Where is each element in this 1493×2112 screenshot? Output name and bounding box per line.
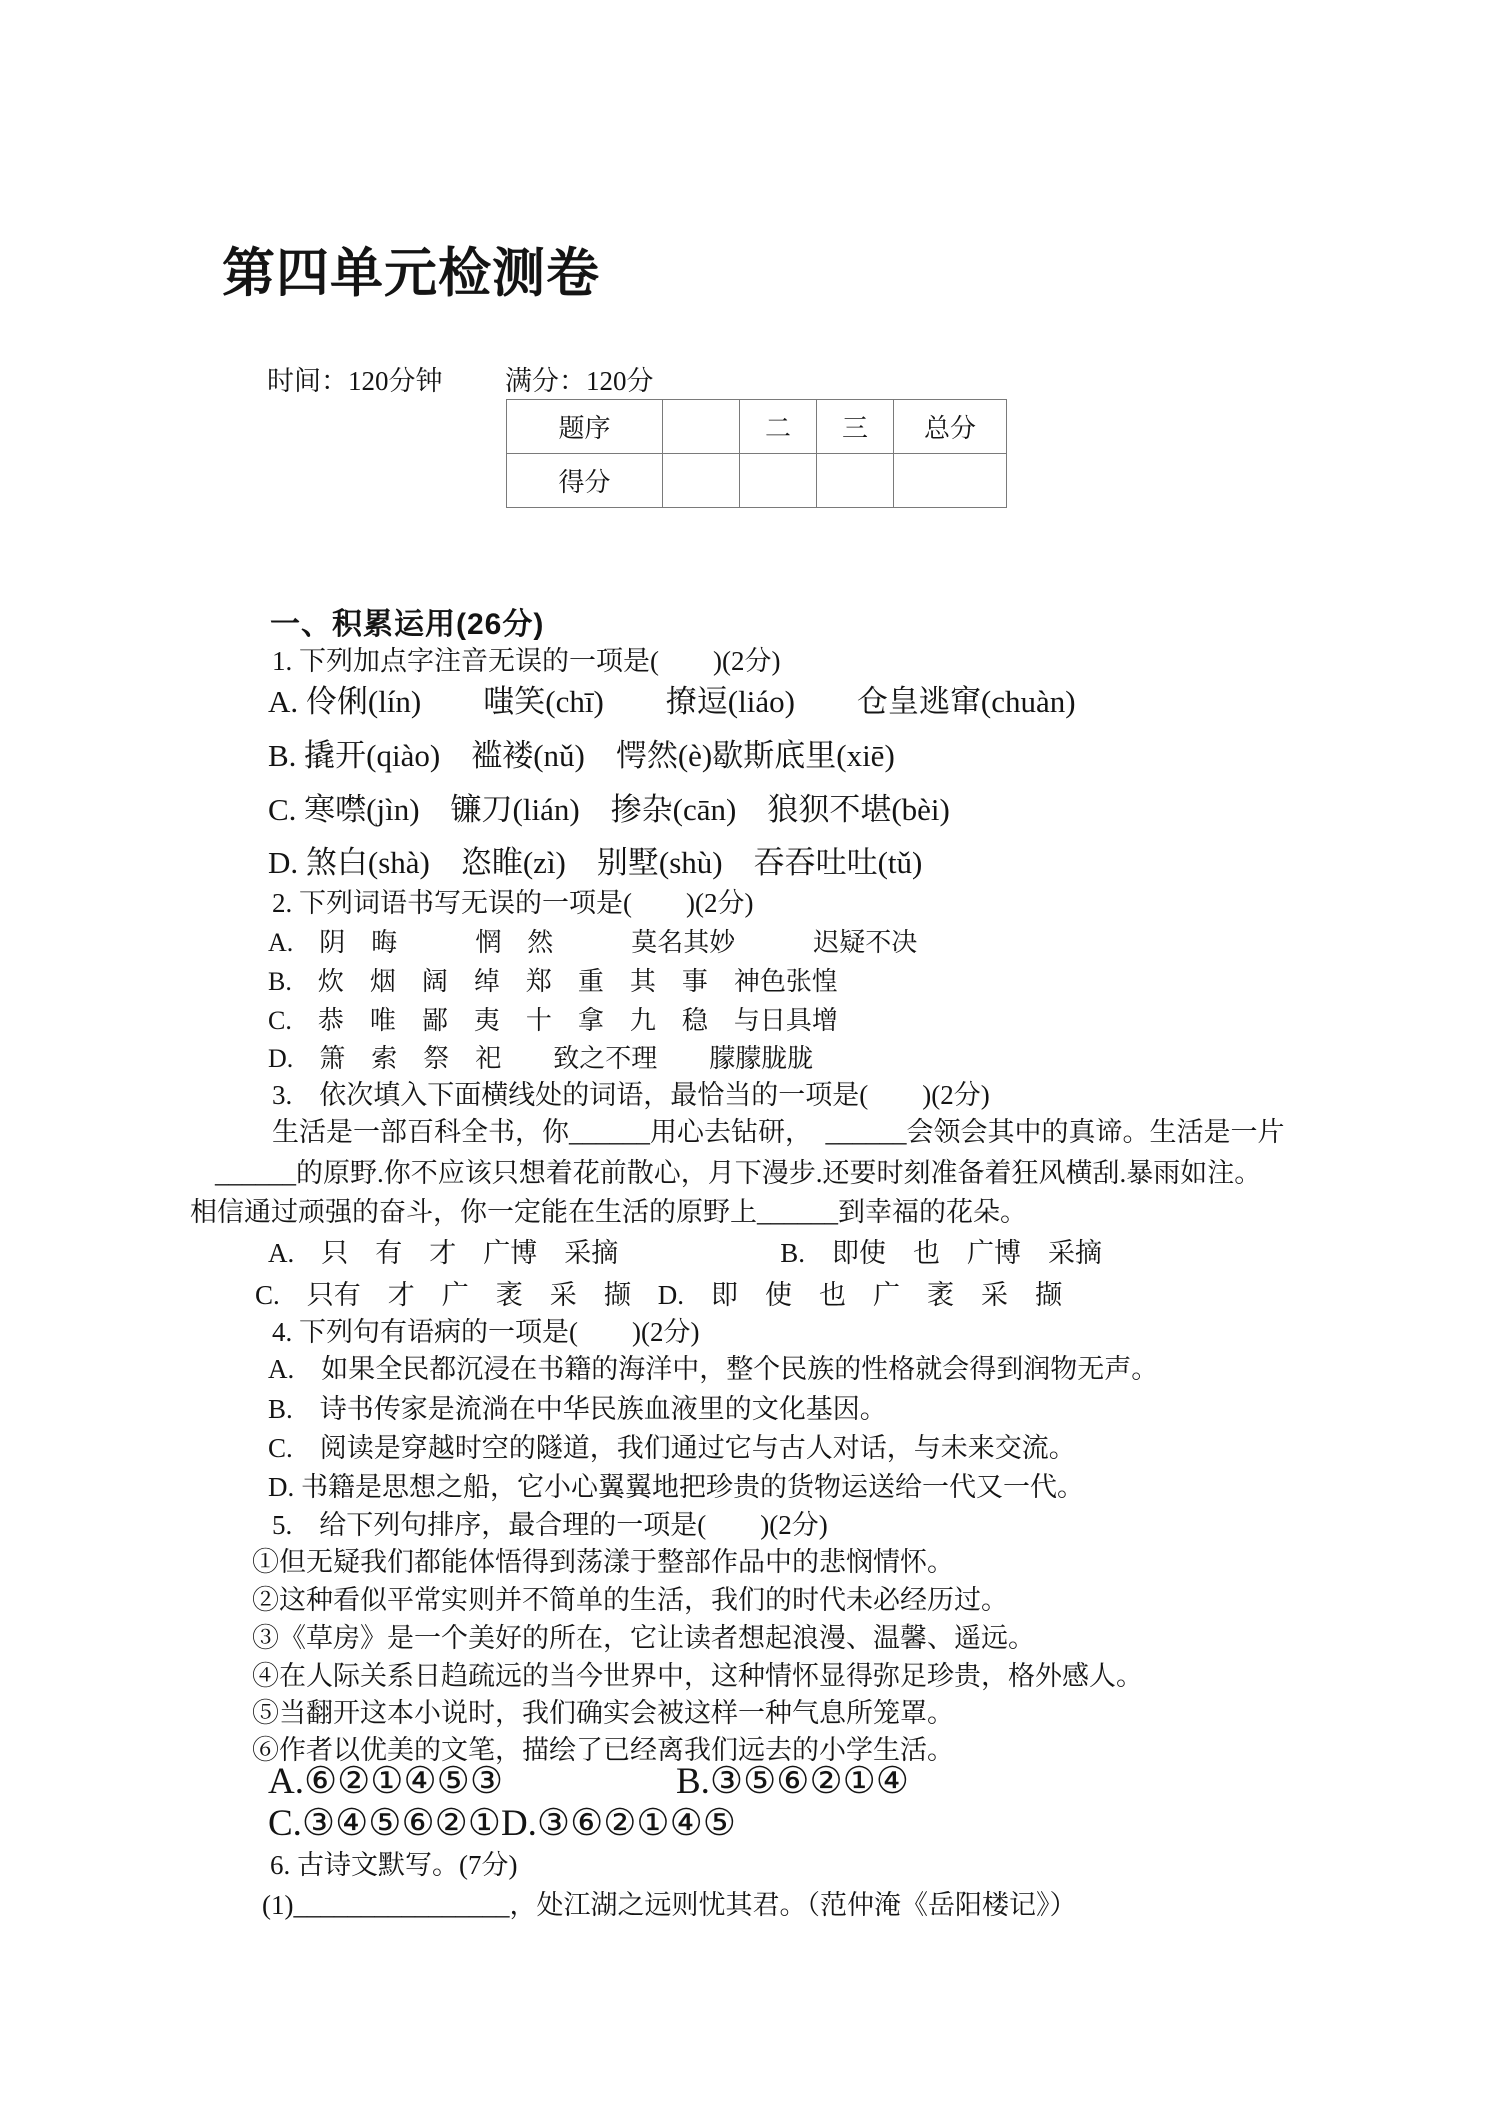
score-table-cell xyxy=(663,454,740,508)
question-2-option-d: D. 箫 索 祭 祀 致之不理 朦朦胧胧 xyxy=(268,1044,814,1073)
question-4-option-a: A. 如果全民都沉浸在书籍的海洋中，整个民族的性格就会得到润物无声。 xyxy=(268,1354,1159,1384)
score-table-cell: 题序 xyxy=(507,400,663,454)
question-5-sentence-4: ④在人际关系日趋疏远的当今世界中，这种情怀显得弥足珍贵，格外感人。 xyxy=(252,1661,1143,1691)
question-1-stem: 1. 下列加点字注音无误的一项是( )(2分) xyxy=(272,646,781,676)
question-5-sentence-3: ③《草房》是一个美好的所在，它让读者想起浪漫、温馨、遥远。 xyxy=(252,1623,1035,1653)
question-5-order-option-a: A.⑥②①④⑤③ xyxy=(268,1761,503,1802)
question-2-option-b: B. 炊 烟 阔 绰 郑 重 其 事 神色张惶 xyxy=(268,967,838,996)
section-1-heading: 一、积累运用(26分) xyxy=(270,608,545,641)
score-table-cell: 得分 xyxy=(507,454,663,508)
question-5-order-options-cd: C.③④⑤⑥②①D.③⑥②①④⑤ xyxy=(268,1803,736,1844)
question-3-options-cd: C. 只有 才 广 袤 采 撷 D. 即 使 也 广 袤 采 撷 xyxy=(255,1280,1063,1310)
question-6-stem: 6. 古诗文默写。(7分) xyxy=(270,1850,518,1880)
page-title: 第四单元检测卷 xyxy=(222,245,600,303)
score-table-cell xyxy=(663,400,740,454)
full-score-label: 满分：120分 xyxy=(505,366,654,396)
score-table-cell xyxy=(740,454,817,508)
question-1-option-d: D. 煞白(shà) 恣睢(zì) 别墅(shù) 吞吞吐吐(tǔ) xyxy=(268,845,923,880)
score-table-cell xyxy=(817,454,894,508)
question-2-option-a: A. 阴 晦 惘 然 莫名其妙 迟疑不决 xyxy=(268,928,918,957)
question-2-stem: 2. 下列词语书写无误的一项是( )(2分) xyxy=(272,888,754,918)
score-table-cell xyxy=(894,454,1007,508)
question-4-option-d: D. 书籍是思想之船，它小心翼翼地把珍贵的货物运送给一代又一代。 xyxy=(268,1472,1084,1502)
question-4-stem: 4. 下列句有语病的一项是( )(2分) xyxy=(272,1317,700,1347)
score-table-cell: 总分 xyxy=(894,400,1007,454)
question-3-stem: 3. 依次填入下面横线处的词语，最恰当的一项是( )(2分) xyxy=(272,1080,990,1110)
score-table-score-row xyxy=(507,454,1007,508)
time-limit-label: 时间：120分钟 xyxy=(267,366,443,396)
question-1-option-c: C. 寒噤(jìn) 镰刀(lián) 掺杂(cān) 狼狈不堪(bèi) xyxy=(268,792,950,827)
question-3-passage-line-2: ______的原野.你不应该只想着花前散心，月下漫步.还要时刻准备着狂风横刮.暴雨如注。 xyxy=(215,1158,1262,1188)
score-table-header-row xyxy=(507,400,1007,454)
question-5-sentence-6: ⑥作者以优美的文笔，描绘了已经离我们远去的小学生活。 xyxy=(252,1735,954,1765)
question-5-order-option-b: B.③⑤⑥②①④ xyxy=(676,1761,909,1802)
question-5-sentence-1: ①但无疑我们都能体悟得到荡漾于整部作品中的悲悯情怀。 xyxy=(252,1547,954,1577)
question-1-option-b: B. 撬开(qiào) 褴褛(nǔ) 愕然(è)歇斯底里(xiē) xyxy=(268,738,895,773)
question-3-options-ab: A. 只 有 才 广博 采摘 B. 即使 也 广博 采摘 xyxy=(268,1238,1103,1268)
question-4-option-c: C. 阅读是穿越时空的隧道，我们通过它与古人对话，与未来交流。 xyxy=(268,1433,1076,1463)
question-5-stem: 5. 给下列句排序，最合理的一项是( )(2分) xyxy=(272,1510,828,1540)
question-3-passage-line-1: 生活是一部百科全书，你______用心去钻研， ______会领会其中的真谛。生活是一片 xyxy=(272,1117,1285,1147)
question-2-option-c: C. 恭 唯 鄙 夷 十 拿 九 稳 与日具增 xyxy=(268,1006,838,1035)
question-6-item-1: (1)________________，处江湖之远则忧其君。（范仲淹《岳阳楼记》） xyxy=(262,1890,1077,1920)
score-table-cell: 二 xyxy=(740,400,817,454)
question-5-sentence-2: ②这种看似平常实则并不简单的生活，我们的时代未必经历过。 xyxy=(252,1585,1008,1615)
question-5-sentence-5: ⑤当翻开这本小说时，我们确实会被这样一种气息所笼罩。 xyxy=(252,1698,954,1728)
question-1-option-a: A. 伶俐(lín) 嗤笑(chī) 撩逗(liáo) 仓皇逃窜(chuàn) xyxy=(268,684,1076,719)
score-table xyxy=(506,399,1007,508)
question-4-option-b: B. 诗书传家是流淌在中华民族血液里的文化基因。 xyxy=(268,1394,887,1424)
score-table-cell: 三 xyxy=(817,400,894,454)
question-3-passage-line-3: 相信通过顽强的奋斗，你一定能在生活的原野上______到幸福的花朵。 xyxy=(190,1197,1027,1227)
